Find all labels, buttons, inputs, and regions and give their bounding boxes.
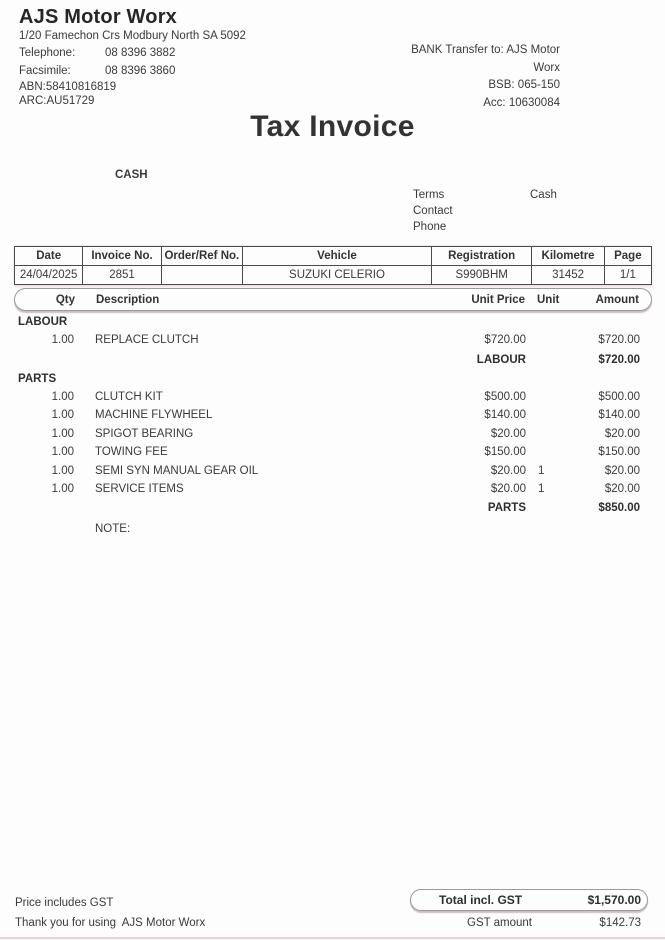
item-unit	[526, 406, 562, 425]
item-unit	[526, 388, 562, 407]
item-amount: $20.00	[604, 483, 640, 495]
line-item-row	[14, 425, 640, 444]
terms-row	[413, 187, 557, 203]
amount-header: Amount	[595, 293, 639, 306]
company-address: 1/20 Famechon Crs Modbury North SA 5092	[19, 30, 246, 42]
col-page: Page	[604, 247, 651, 266]
item-unit-price: $140.00	[484, 409, 526, 421]
item-amount: $150.00	[598, 446, 640, 458]
item-description: SEMI SYN MANUAL GEAR OIL	[95, 464, 259, 477]
description-header: Description	[96, 293, 160, 306]
scan-artifact-line	[0, 937, 665, 939]
date-value: 24/04/2025	[15, 266, 83, 285]
item-unit: 1	[538, 483, 545, 495]
item-qty: 1.00	[51, 446, 74, 458]
item-amount: $140.00	[598, 409, 640, 421]
item-amount: $20.00	[604, 427, 640, 440]
contact-label: Contact	[413, 205, 453, 217]
invoice-info-table	[14, 246, 652, 285]
parts-subtotal-label: PARTS	[487, 501, 526, 514]
company-abn: ABN:58410816819	[19, 81, 117, 93]
line-items	[14, 314, 640, 538]
item-description: REPLACE CLUTCH	[95, 334, 199, 346]
item-description: SERVICE ITEMS	[95, 483, 184, 495]
invoice-no-value: 2851	[83, 266, 161, 285]
company-block	[19, 7, 246, 108]
footer-notes	[15, 893, 205, 933]
section-header-parts: PARTS	[18, 372, 57, 385]
line-item-row	[14, 443, 640, 462]
item-qty: 1.00	[51, 390, 74, 403]
info-table-value-row	[15, 266, 652, 285]
phone-label: Telephone:	[19, 47, 76, 59]
price-includes-gst: Price includes GST	[15, 897, 114, 909]
col-kilometre: Kilometre	[532, 247, 604, 266]
unit-header: Unit	[537, 293, 560, 306]
terms-label: Terms	[413, 189, 445, 201]
line-item-row	[14, 406, 640, 425]
item-qty: 1.00	[51, 409, 74, 421]
fax-label: Facsimile:	[19, 65, 71, 77]
col-invoice-no: Invoice No.	[83, 247, 161, 266]
item-unit-price: $150.00	[484, 446, 526, 458]
thank-you-message: Thank you for using AJS Motor Worx	[15, 917, 206, 929]
item-qty: 1.00	[51, 427, 74, 440]
labour-subtotal-value: $720.00	[598, 353, 640, 366]
item-unit-price: $720.00	[484, 334, 526, 346]
phone-row-label: Phone	[413, 221, 447, 233]
company-name: AJS Motor Worx	[19, 6, 177, 28]
terms-block	[413, 187, 557, 235]
info-table-header-row	[15, 247, 652, 266]
registration-value: S990BHM	[431, 266, 531, 285]
total-label: Total incl. GST	[439, 893, 523, 907]
col-order-ref: Order/Ref No.	[161, 247, 242, 266]
order-ref-value	[161, 266, 242, 285]
bank-bsb: BSB: 065-150	[488, 79, 560, 91]
total-incl-gst-box	[410, 889, 648, 911]
bank-transfer-to: BANK Transfer to: AJS Motor Worx	[411, 44, 560, 74]
item-unit	[526, 331, 562, 350]
item-amount: $720.00	[598, 334, 640, 346]
phone-value: 08 8396 3882	[105, 47, 176, 59]
qty-header: Qty	[55, 293, 75, 306]
item-description: MACHINE FLYWHEEL	[95, 409, 213, 421]
labour-subtotal-row	[14, 350, 640, 371]
bank-details-block	[385, 42, 560, 112]
item-unit	[526, 425, 562, 444]
note-label: NOTE:	[95, 522, 131, 535]
labour-subtotal-label: LABOUR	[476, 353, 526, 366]
line-item-row	[14, 480, 640, 499]
terms-value: Cash	[530, 189, 557, 201]
col-date: Date	[15, 247, 83, 266]
parts-subtotal-value: $850.00	[598, 501, 640, 514]
line-item-row	[14, 388, 640, 407]
fax-value: 08 8396 3860	[105, 65, 176, 77]
item-unit-price: $500.00	[484, 390, 526, 403]
item-amount: $20.00	[604, 464, 640, 477]
col-registration: Registration	[431, 247, 531, 266]
gst-label: GST amount	[467, 917, 532, 929]
company-arc: ARC:AU51729	[19, 95, 95, 107]
item-qty: 1.00	[51, 334, 74, 346]
item-unit: 1	[538, 464, 545, 477]
total-value: $1,570.00	[587, 893, 641, 907]
item-qty: 1.00	[51, 464, 74, 477]
col-vehicle: Vehicle	[243, 247, 432, 266]
item-description: SPIGOT BEARING	[95, 427, 194, 440]
bank-account: Acc: 10630084	[483, 96, 560, 109]
items-header	[14, 288, 652, 311]
item-unit-price: $20.00	[490, 427, 526, 440]
item-unit-price: $20.00	[490, 483, 526, 495]
page-title: Tax Invoice	[250, 110, 415, 143]
item-description: CLUTCH KIT	[95, 390, 163, 403]
item-amount: $500.00	[598, 390, 640, 403]
gst-value: $142.73	[599, 917, 641, 929]
line-item-row	[14, 331, 640, 350]
parts-subtotal-row	[14, 499, 640, 518]
unit-price-header: Unit Price	[471, 293, 525, 306]
company-phone-row	[19, 44, 246, 62]
company-fax-row	[19, 62, 246, 80]
section-header-labour: LABOUR	[18, 316, 68, 328]
page-value: 1/1	[604, 266, 651, 285]
gst-amount-row	[410, 917, 648, 929]
customer-name: CASH	[115, 169, 148, 181]
item-qty: 1.00	[51, 483, 74, 495]
kilometre-value: 31452	[532, 266, 604, 285]
line-item-row	[14, 462, 640, 481]
item-unit-price: $20.00	[490, 464, 526, 477]
item-unit	[526, 443, 562, 462]
vehicle-value: SUZUKI CELERIO	[243, 266, 432, 285]
item-description: TOWING FEE	[95, 446, 168, 458]
